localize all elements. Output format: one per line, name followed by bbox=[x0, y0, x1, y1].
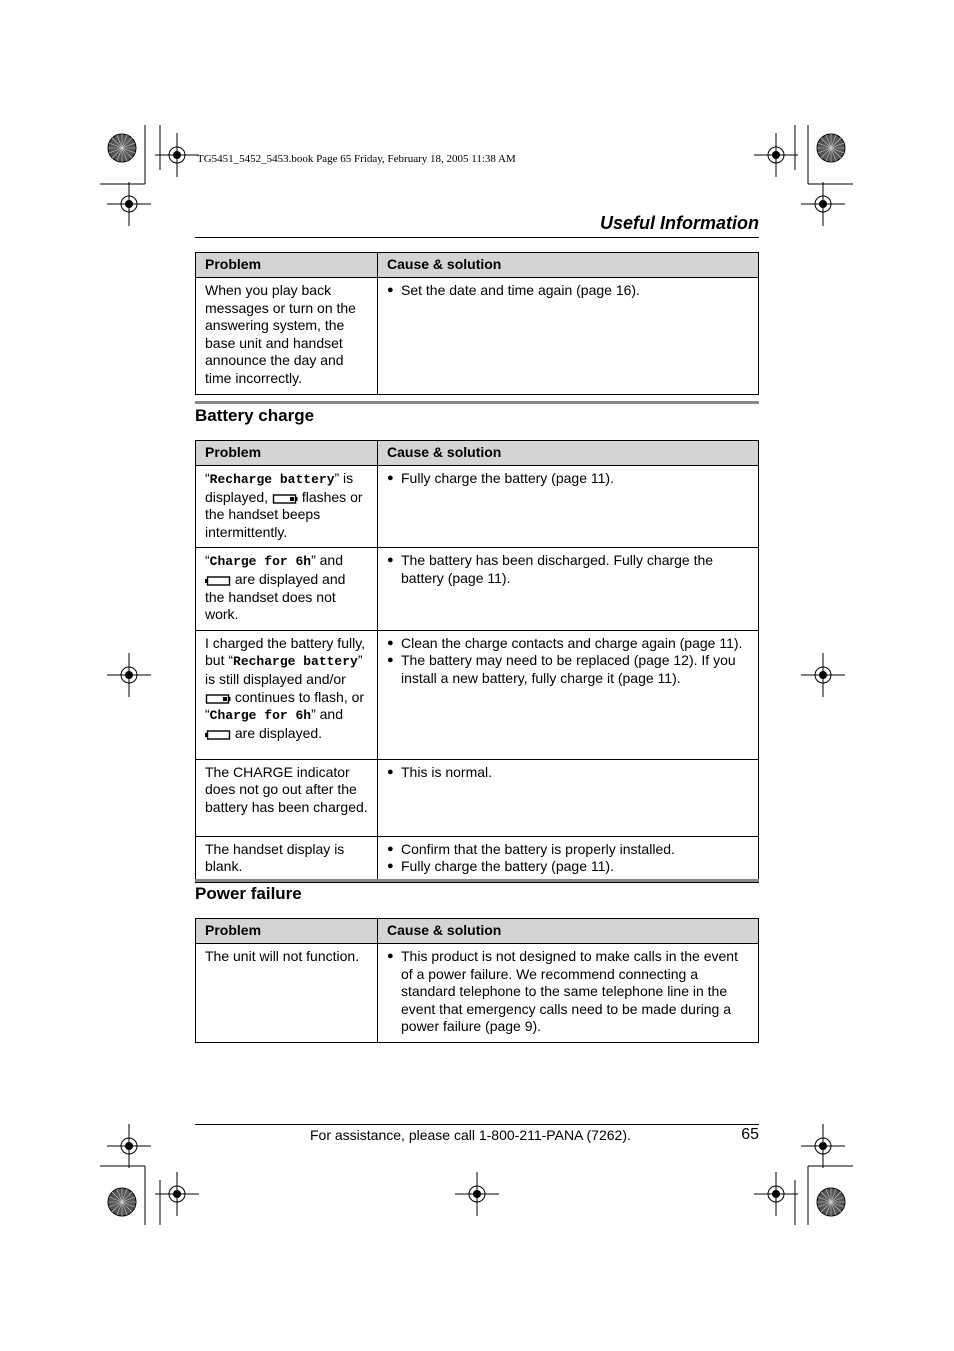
cause-item: ● Fully charge the battery (page 11). bbox=[387, 858, 749, 876]
column-header-cause: Cause & solution bbox=[378, 441, 759, 466]
cause-cell bbox=[378, 759, 759, 836]
battery-empty-icon bbox=[205, 730, 231, 740]
page-number: 65 bbox=[741, 1126, 759, 1143]
cause-item: ● This product is not designed to make calls in the event of a power failure. We recommend connecting a standard telephone to the same telephone line in the event that emergency calls need to be made during a power failure (page 9). bbox=[387, 948, 749, 1036]
battery-empty-icon bbox=[205, 576, 231, 586]
section-title-power: Power failure bbox=[195, 884, 302, 903]
section-rule bbox=[195, 401, 759, 404]
cause-cell bbox=[378, 944, 759, 1043]
cause-item: ● Fully charge the battery (page 11). bbox=[387, 470, 749, 488]
battery-low-icon bbox=[205, 694, 231, 704]
cause-cell bbox=[378, 630, 759, 759]
problem-cell: The unit will not function. bbox=[196, 944, 378, 1043]
troubleshooting-table-power bbox=[195, 918, 759, 1043]
problem-cell: I charged the battery fully, but “Recharge battery” is still displayed and/or continues to flash, or “Charge for 6h” and are displayed. bbox=[196, 630, 378, 759]
table-row bbox=[196, 759, 759, 836]
troubleshooting-table-general bbox=[195, 252, 759, 395]
problem-cell: When you play back messages or turn on the answering system, the base unit and handset announce the day and time incorrectly. bbox=[196, 278, 378, 395]
cause-cell bbox=[378, 278, 759, 395]
troubleshooting-table-battery bbox=[195, 440, 759, 883]
problem-cell: The CHARGE indicator does not go out after the battery has been charged. bbox=[196, 759, 378, 836]
cause-cell bbox=[378, 836, 759, 882]
header-rule bbox=[195, 237, 759, 238]
table-row bbox=[196, 836, 759, 882]
table-row bbox=[196, 548, 759, 630]
column-header-problem: Problem bbox=[196, 919, 378, 944]
cause-item: ● The battery may need to be replaced (page 12). If you install a new battery, fully charge it (page 11). bbox=[387, 652, 749, 687]
problem-cell: “Recharge battery” is displayed, flashes or the handset beeps intermittently. bbox=[196, 466, 378, 548]
section-header-title: Useful Information bbox=[599, 213, 759, 233]
column-header-problem: Problem bbox=[196, 253, 378, 278]
table-row bbox=[196, 278, 759, 395]
footer-assistance-text: For assistance, please call 1-800-211-PANA (7262). bbox=[310, 1127, 631, 1143]
table-row bbox=[196, 630, 759, 759]
table-row bbox=[196, 466, 759, 548]
cause-item: ● This is normal. bbox=[387, 764, 749, 782]
column-header-problem: Problem bbox=[196, 441, 378, 466]
cause-item: ● The battery has been discharged. Fully charge the battery (page 11). bbox=[387, 552, 749, 587]
column-header-cause: Cause & solution bbox=[378, 919, 759, 944]
cause-item: ● Confirm that the battery is properly installed. bbox=[387, 841, 749, 859]
problem-cell: “Charge for 6h” and are displayed and the handset does not work. bbox=[196, 548, 378, 630]
section-title-battery: Battery charge bbox=[195, 406, 315, 425]
cause-cell bbox=[378, 466, 759, 548]
column-header-cause: Cause & solution bbox=[378, 253, 759, 278]
print-info-line: TG5451_5452_5453.book Page 65 Friday, February 18, 2005 11:38 AM bbox=[197, 153, 516, 165]
cause-cell bbox=[378, 548, 759, 630]
cause-item: ● Clean the charge contacts and charge again (page 11). bbox=[387, 635, 749, 653]
footer-rule bbox=[195, 1124, 759, 1125]
problem-cell: The handset display is blank. bbox=[196, 836, 378, 882]
table-row bbox=[196, 944, 759, 1043]
battery-low-icon bbox=[272, 494, 298, 504]
cause-item: ● Set the date and time again (page 16). bbox=[387, 282, 749, 300]
section-rule bbox=[195, 879, 759, 882]
